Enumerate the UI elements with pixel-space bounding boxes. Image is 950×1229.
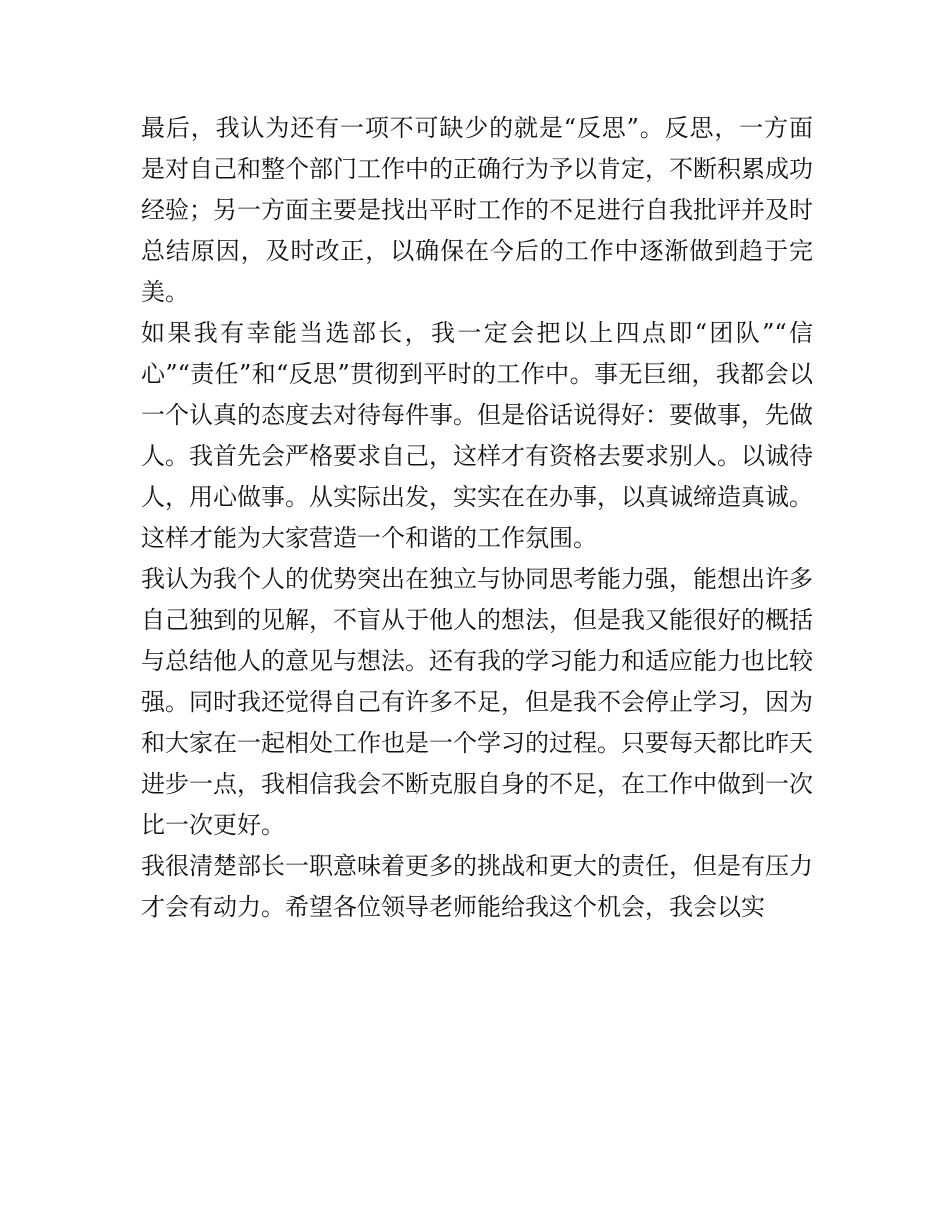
- paragraph-strengths: 我认为我个人的优势突出在独立与协同思考能力强，能想出许多自己独到的见解，不盲从于他人的想法，但是我又能很好的概括与总结他人的意见与想法。还有我的学习能力和适应能力也比较强。同时我还觉得自己有许多不足，但是我不会停止学习，因为和大家在一起相处工作也是一个学习的过程。只要每天都比昨天进步一点，我相信我会不断克服自身的不足，在工作中做到一次比一次更好。: [141, 565, 813, 839]
- paragraph-reflection: 最后，我认为还有一项不可缺少的就是“反思”。反思，一方面是对自己和整个部门工作中的正确行为予以肯定，不断积累成功经验；另一方面主要是找出平时工作的不足进行自我批评并及时总结原因，及时改正，以确保在今后的工作中逐渐做到趋于完美。: [141, 114, 813, 306]
- paragraph-commitment: 如果我有幸能当选部长，我一定会把以上四点即“团队”“信心”“责任”和“反思”贯彻到平时的工作中。事无巨细，我都会以一个认真的态度去对待每件事。但是俗话说得好：要做事，先做人。我首先会严格要求自己，这样才有资格去要求别人。以诚待人，用心做事。从实际出发，实实在在办事，以真诚缔造真诚。这样才能为大家营造一个和谐的工作氛围。: [141, 319, 813, 552]
- document-body: [141, 108, 813, 928]
- paragraph-closing: 我很清楚部长一职意味着更多的挑战和更大的责任，但是有压力才会有动力。希望各位领导老师能给我这个机会，我会以实: [141, 852, 813, 921]
